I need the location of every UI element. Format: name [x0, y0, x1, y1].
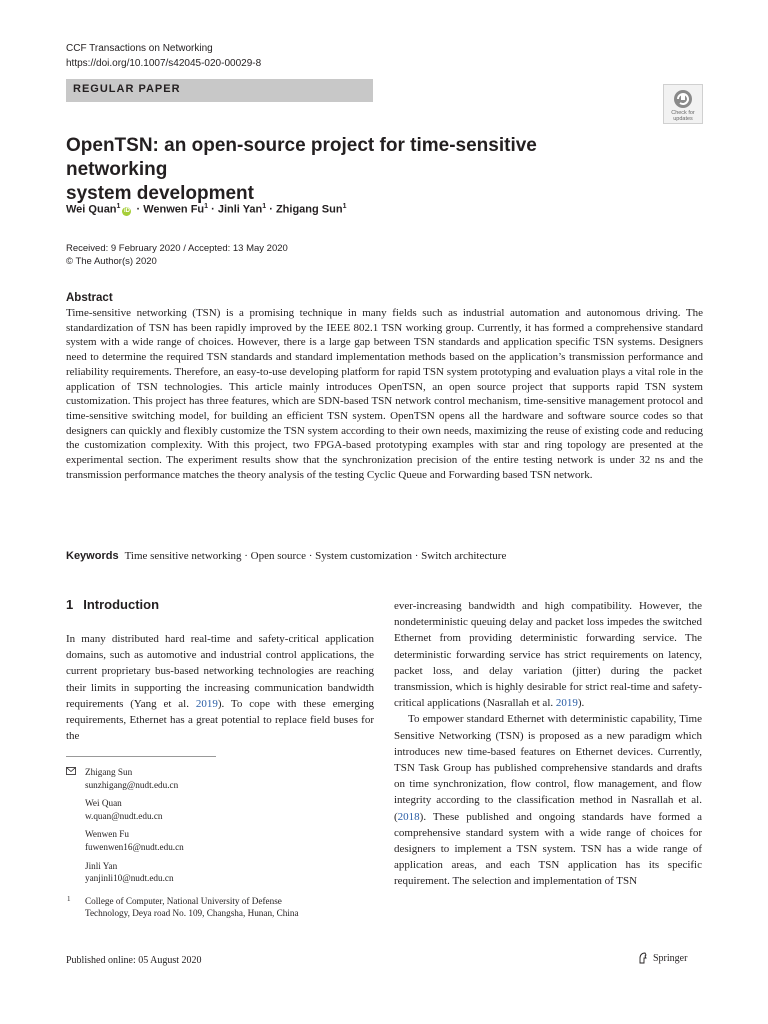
envelope-icon	[66, 766, 76, 779]
orcid-icon[interactable]: iD	[123, 207, 130, 214]
doi-link[interactable]: https://doi.org/10.1007/s42045-020-00029-8	[66, 58, 262, 69]
contact-email[interactable]: sunzhigang@nudt.edu.cn	[85, 779, 179, 790]
article-type-label: REGULAR PAPER	[73, 83, 181, 95]
springer-horse-icon	[637, 952, 649, 964]
article-dates	[66, 242, 288, 268]
contact-name: Zhigang Sun	[85, 767, 133, 777]
paragraph-text: To empower standard Ethernet with deterministic capability, Time Sensitive Networking (TSN) is proposed as a new paradigm which introduces new time-based features on Ethernet devices. Currently, TSN Task Group has published comprehensive standards and drafts on time synchronization, flow control, flow management, and flow integrity according to the classification method in Nasrallah et al. (	[394, 713, 702, 823]
author-separator: ·	[208, 203, 218, 216]
check-updates-text-2: updates	[673, 116, 693, 122]
author-separator: ·	[133, 203, 144, 216]
right-column-text	[394, 598, 702, 890]
citation-link[interactable]: 2019	[555, 697, 578, 710]
keywords-list: Time sensitive networking · Open source · System customization · Switch architecture	[124, 550, 507, 562]
paragraph-text: ). These published and ongoing standards have formed a comprehensive standard system with a wide range of choices for designers to implement a TSN system. TSN has a wide range of application areas, and each TSN application has its specific requirement. The selection and implementation of TSN	[394, 810, 702, 888]
paragraph-text: ).	[577, 697, 585, 710]
published-online: Published online: 05 August 2020	[66, 955, 202, 966]
contact-email[interactable]: yanjinli10@nudt.edu.cn	[85, 873, 174, 884]
title-line-2: system development	[66, 183, 254, 204]
received-accepted: Received: 9 February 2020 / Accepted: 13 May 2020	[66, 243, 288, 254]
section-number: 1	[66, 597, 74, 612]
check-for-updates-badge[interactable]	[663, 84, 703, 124]
contact-entry	[66, 828, 374, 853]
contact-entry	[66, 797, 374, 822]
keywords-label: Keywords	[66, 550, 119, 562]
author-name[interactable]: Zhigang Sun	[275, 203, 343, 216]
contact-name: Wei Quan	[85, 798, 122, 809]
author-name[interactable]: Jinli Yan	[217, 203, 263, 216]
section-title: Introduction	[83, 597, 160, 612]
journal-name: CCF Transactions on Networking	[66, 43, 213, 54]
contact-email[interactable]: fuwenwen16@nudt.edu.cn	[85, 841, 184, 852]
paragraph-text: ). To cope with these emerging requirements, Ethernet has a great potential to replace field buses for the	[66, 697, 374, 743]
contact-email[interactable]: w.quan@nudt.edu.cn	[85, 810, 163, 821]
paragraph-text: ever-increasing bandwidth and high compatibility. However, the nondeterministic queuing delay and packet loss impedes the switched Ethernet from providing deterministic forwarding service. The deterministic forwarding service has strict requirements on latency, packet loss, and delay variation (jitter) during the packet transmission, which is highly desirable for strict real-time and safety-critical applications (Nasrallah et al.	[394, 600, 702, 710]
affiliation-line-1: College of Computer, National University of Defense	[85, 895, 282, 906]
author-affil-sup: 1	[116, 203, 121, 210]
footnote-divider	[66, 756, 216, 757]
paragraph	[394, 598, 702, 711]
author-name[interactable]: Wenwen Fu	[143, 203, 205, 216]
contact-name: Jinli Yan	[85, 860, 118, 871]
publisher-name: Springer	[653, 952, 688, 964]
paragraph	[394, 711, 702, 889]
contact-entry	[66, 860, 374, 885]
paragraph	[66, 631, 374, 744]
citation-link[interactable]: 2019	[195, 697, 218, 710]
correspondence-footnotes	[66, 766, 374, 926]
contact-name: Wenwen Fu	[85, 829, 129, 840]
check-updates-text-1: Check for	[671, 110, 695, 116]
author-affil-sup: 1	[204, 203, 209, 210]
paper-title	[66, 134, 626, 206]
publisher-logo	[637, 952, 687, 964]
article-type-banner	[66, 79, 373, 102]
affiliation-sup: 1	[67, 894, 71, 903]
contact-entry	[66, 766, 374, 791]
author-affil-sup: 1	[342, 203, 347, 210]
copyright: © The Author(s) 2020	[66, 256, 157, 267]
citation-link[interactable]: 2018	[397, 810, 420, 823]
section-heading	[66, 597, 159, 612]
paragraph-text: In many distributed hard real-time and safety-critical application domains, such as automotive and industrial control applications, the current proprietary bus-based networking technologies are reaching their limits in supporting the increasing communication bandwidth requirements (Yang et al.	[66, 633, 374, 710]
abstract-heading: Abstract	[66, 292, 113, 304]
author-list	[66, 203, 346, 216]
affiliation-line-2: Technology, Deya road No. 109, Changsha, Hunan, China	[85, 908, 299, 919]
keywords	[66, 550, 506, 562]
affiliation-entry	[66, 895, 374, 920]
journal-header	[66, 41, 261, 71]
author-name[interactable]: Wei Quan	[66, 203, 117, 216]
author-affil-sup: 1	[262, 203, 267, 210]
left-column-text	[66, 631, 374, 744]
abstract-body: Time-sensitive networking (TSN) is a promising technique in many fields such as industrial automation and autonomous driving. The standardization of TSN has been rapidly improved by the IEEE 802.1 TSN working group. Currently, it has formed a comprehensive standard system with a wide range of choices. However, there is a large gap between TSN standards and application specific TSN systems. Designers need to determine the required TSN standards and standard implementation methods based on the application’s transmission performance and reliability requirements. Therefore, an easy-to-use developing platform for rapid TSN system prototyping and evaluation plays a vital role in the application of TSN technologies. This article mainly introduces OpenTSN, an open source project that supports rapid TSN system customization. This project has three features, which are SDN-based TSN network control mechanism, time-sensitive management protocol and time-sensitive switching model, for building an efficient TSN system. OpenTSN opens all the hardware and software source codes so that designers can quickly and flexibly customize the TSN system according to their own needs, maximizing the reuse of existing code and reducing the customization complexity. With this project, two FPGA-based prototyping examples with star and ring topology are presented at the experimental section. The experiment results show that the synchronization precision of the entire testing network is under 32 ns and the transmission performance matches the theory analysis of the testing Cyclic Queue and Forwarding based TSN network.	[66, 307, 703, 481]
title-line-1: OpenTSN: an open-source project for time-sensitive networking	[66, 135, 537, 180]
check-for-updates-icon	[663, 84, 703, 124]
author-separator: ·	[266, 203, 276, 216]
